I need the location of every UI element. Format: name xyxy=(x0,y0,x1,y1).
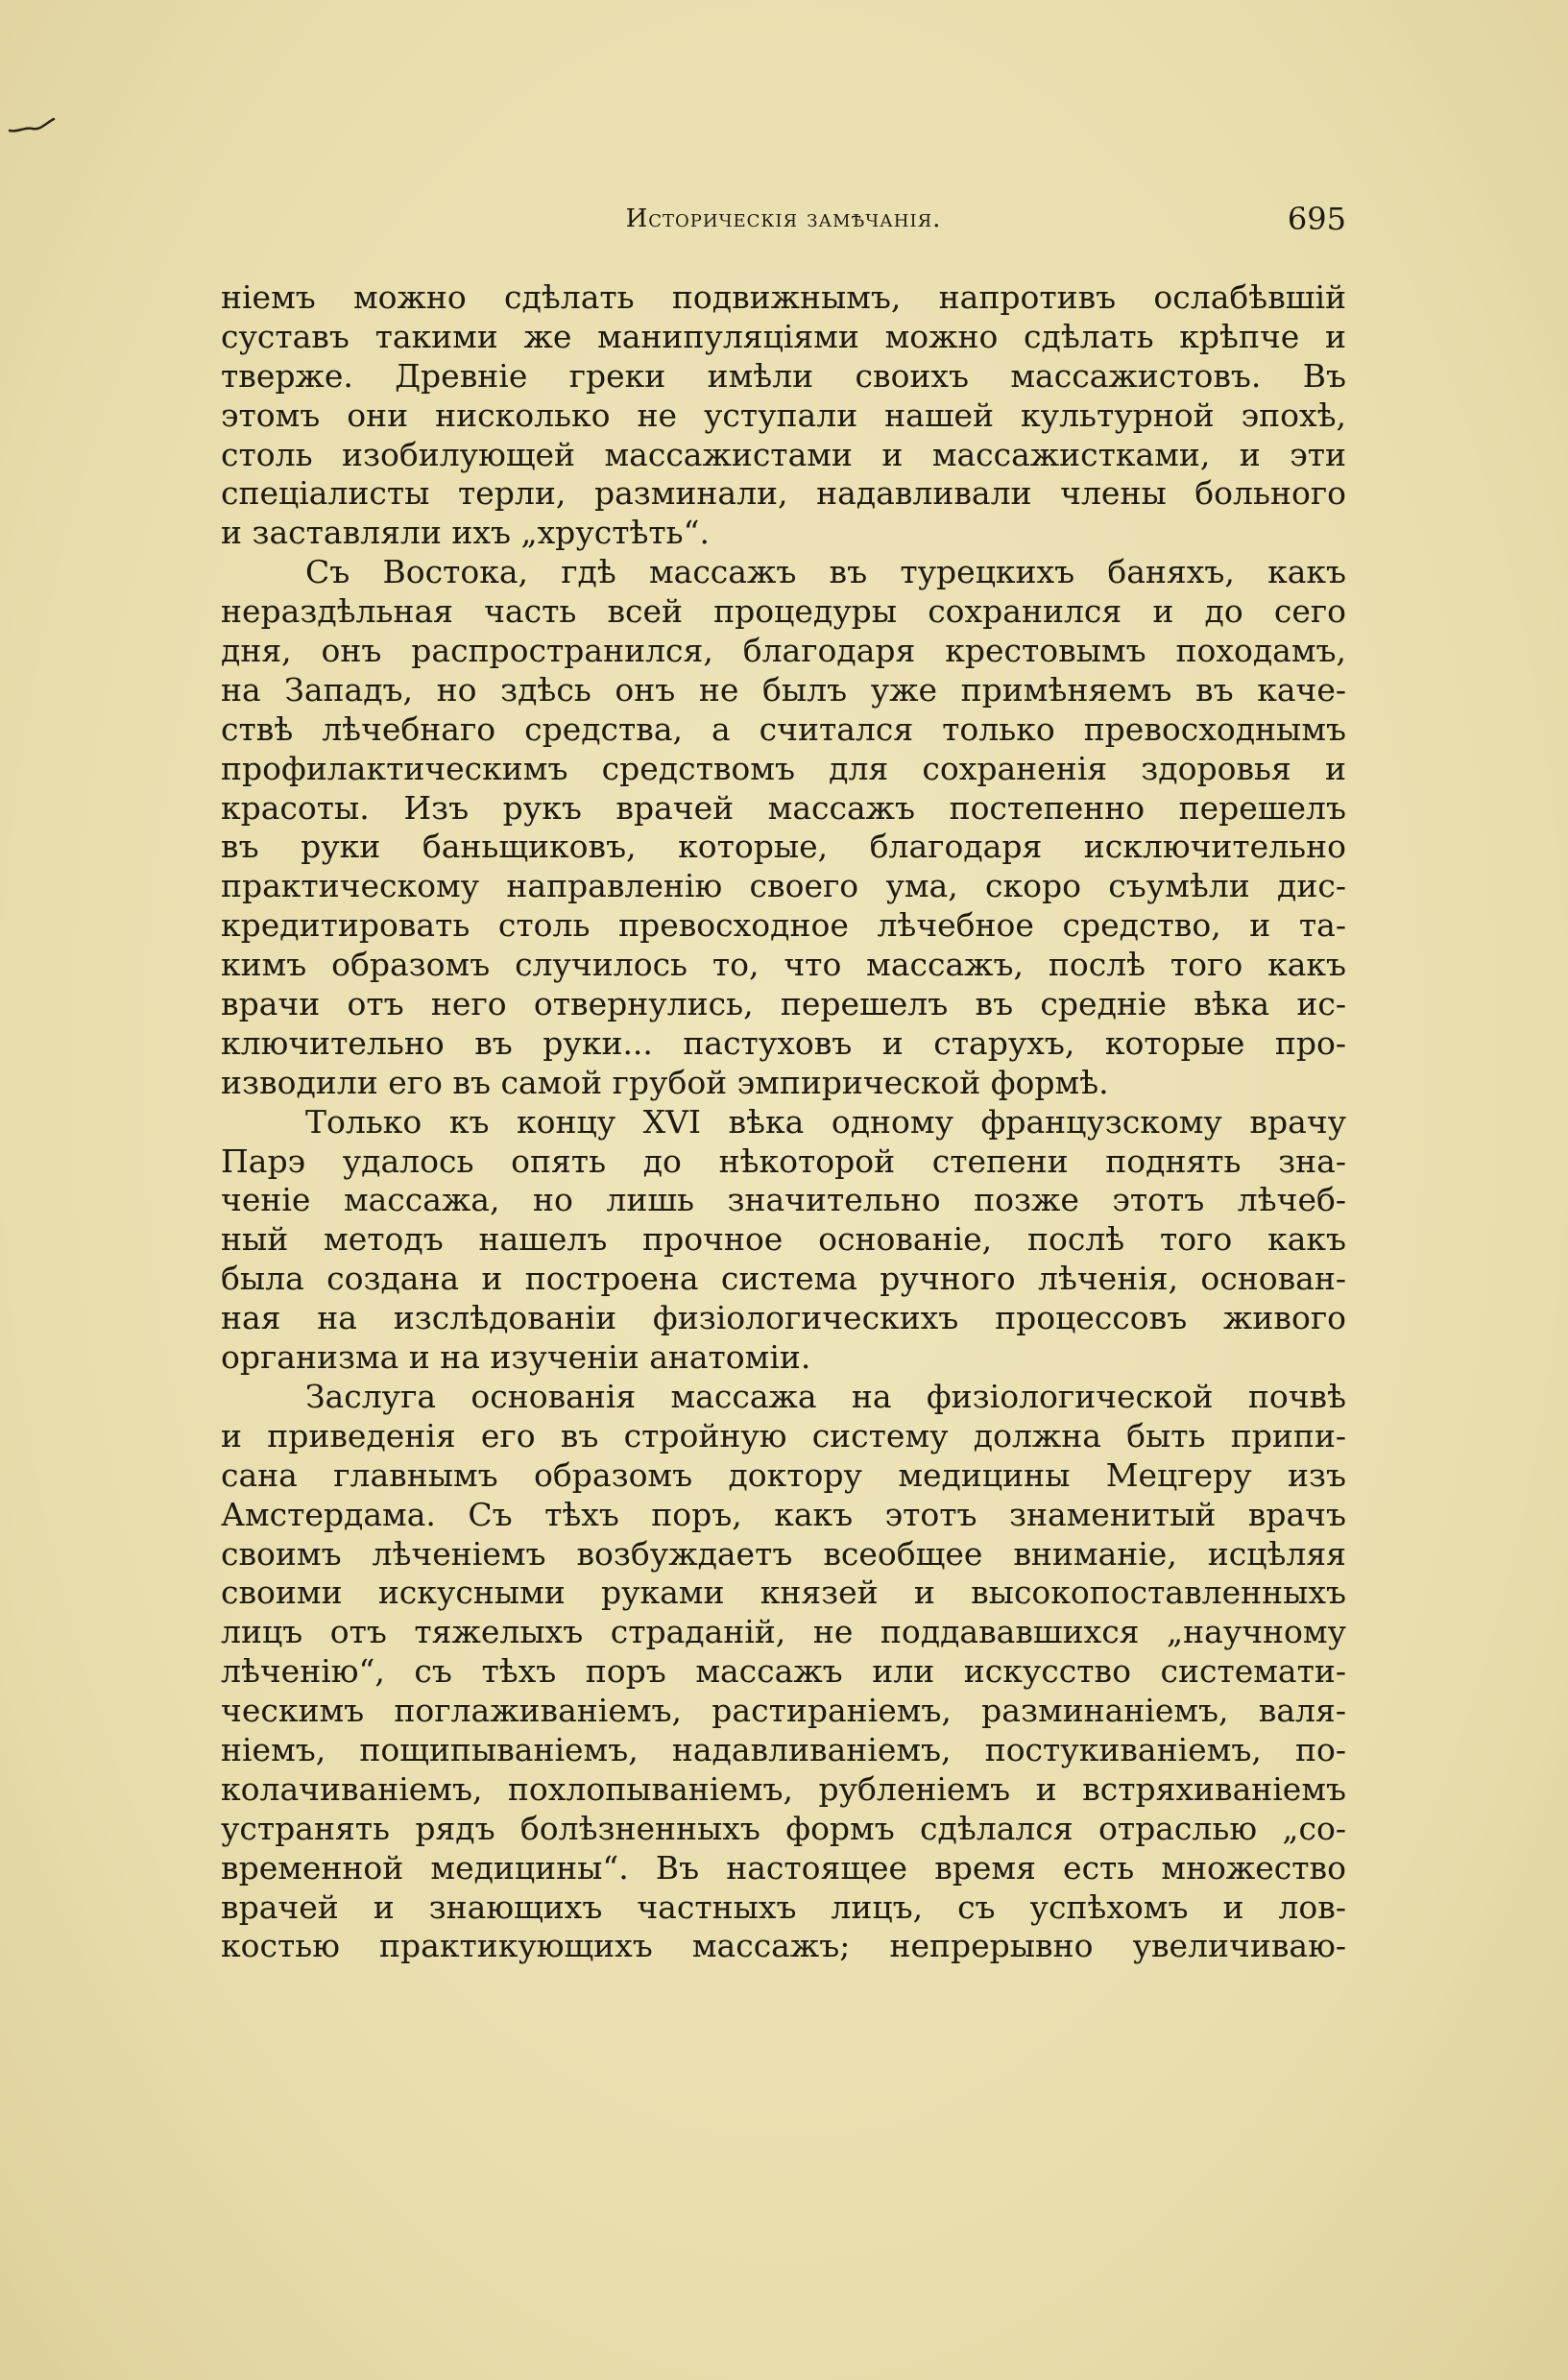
text-line: Парэ удалось опять до нѣкоторой степени поднять зна- xyxy=(221,1142,1346,1180)
text-line: временной медицины“. Въ настоящее время есть множество xyxy=(221,1848,1346,1887)
paragraph xyxy=(221,1103,1346,1378)
text-line: красоты. Изъ рукъ врачей массажъ постепенно перешелъ xyxy=(221,788,1346,827)
text-line: и приведенія его въ стройную систему должна быть припи- xyxy=(221,1416,1346,1454)
text-line: своими искусными руками князей и высокопоставленныхъ xyxy=(221,1574,1346,1612)
text-line: ческимъ поглаживаніемъ, растираніемъ, разминаніемъ, валя- xyxy=(221,1692,1346,1730)
text-line: лѣченію“, съ тѣхъ поръ массажъ или искусство системати- xyxy=(221,1652,1346,1691)
text-line: костью практикующихъ массажъ; непрерывно увеличиваю- xyxy=(221,1927,1346,1965)
text-line: врачей и знающихъ частныхъ лицъ, съ успѣхомъ и лов- xyxy=(221,1887,1346,1926)
text-line: ченіе массажа, но лишь значительно позже этотъ лѣчеб- xyxy=(221,1181,1346,1219)
pencil-mark-icon xyxy=(8,115,56,138)
text-line: врачи отъ него отвернулись, перешелъ въ средніе вѣка ис- xyxy=(221,985,1346,1023)
text-line: практическому направленію своего ума, скоро съумѣли дис- xyxy=(221,867,1346,905)
text-line: Съ Востока, гдѣ массажъ въ турецкихъ баняхъ, какъ xyxy=(305,553,1346,591)
paragraph xyxy=(221,278,1346,553)
text-line: въ руки баньщиковъ, которые, благодаря исключительно xyxy=(221,828,1346,866)
text-line: столь изобилующей массажистами и массажистками, и эти xyxy=(221,435,1346,473)
paragraph xyxy=(221,553,1346,1102)
text-line: сана главнымъ образомъ доктору медицины Мецгеру изъ xyxy=(221,1455,1346,1494)
text-line: ствѣ лѣчебнаго средства, а считался только превосходнымъ xyxy=(221,709,1346,748)
text-line: Только къ концу XVI вѣка одному французскому врачу xyxy=(305,1102,1346,1141)
text-line: Заслуга основанія массажа на физіологической почвѣ xyxy=(305,1377,1346,1415)
text-line: ный методъ нашелъ прочное основаніе, послѣ того какъ xyxy=(221,1220,1346,1259)
text-line: лицъ отъ тяжелыхъ страданій, не поддававшихся „научному xyxy=(221,1613,1346,1651)
text-line: изводили его въ самой грубой эмпирической формѣ. xyxy=(221,1063,1109,1101)
text-line: устранять рядъ болѣзненныхъ формъ сдѣлался отраслью „со- xyxy=(221,1809,1346,1847)
page-header xyxy=(221,200,1346,248)
running-title: Историческія замѣчанія. xyxy=(625,204,942,233)
body-text xyxy=(221,278,1346,1966)
text-line: тверже. Древніе греки имѣли своихъ массажистовъ. Въ xyxy=(221,356,1346,395)
text-line: ніемъ можно сдѣлать подвижнымъ, напротивъ ослабѣвшій xyxy=(221,278,1346,316)
text-line: кимъ образомъ случилось то, что массажъ, послѣ того какъ xyxy=(221,946,1346,984)
paragraph xyxy=(221,1378,1346,1966)
page-number: 695 xyxy=(1287,201,1346,237)
text-line: суставъ такими же манипуляціями можно сдѣлать крѣпче и xyxy=(221,317,1346,355)
text-line: ключительно въ руки... пастуховъ и старухъ, которые про- xyxy=(221,1023,1346,1062)
text-line: нераздѣльная часть всей процедуры сохранился и до сего xyxy=(221,592,1346,631)
text-line: Амстердама. Съ тѣхъ поръ, какъ этотъ знаменитый врачъ xyxy=(221,1495,1346,1533)
text-line: спеціалисты терли, разминали, надавливали члены больного xyxy=(221,474,1346,513)
text-line: дня, онъ распространился, благодаря крестовымъ походамъ, xyxy=(221,632,1346,670)
text-line: колачиваніемъ, похлопываніемъ, рубленіемъ и встряхиваніемъ xyxy=(221,1769,1346,1808)
text-line: была создана и построена система ручного лѣченія, основан- xyxy=(221,1260,1346,1298)
text-line: ная на изслѣдованіи физіологическихъ процессовъ живого xyxy=(221,1299,1346,1337)
text-line: на Западъ, но здѣсь онъ не былъ уже примѣняемъ въ каче- xyxy=(221,670,1346,709)
text-line: кредитировать столь превосходное лѣчебное средство, и та- xyxy=(221,906,1346,945)
text-line: ніемъ, пощипываніемъ, надавливаніемъ, постукиваніемъ, по- xyxy=(221,1730,1346,1768)
text-line: и заставляли ихъ „хрустѣть“. xyxy=(221,514,710,552)
text-line: организма и на изученіи анатоміи. xyxy=(221,1338,811,1377)
text-line: этомъ они нисколько не уступали нашей культурной эпохѣ, xyxy=(221,396,1346,434)
text-line: профилактическимъ средствомъ для сохраненія здоровья и xyxy=(221,749,1346,787)
text-line: своимъ лѣченіемъ возбуждаетъ всеобщее вниманіе, исцѣляя xyxy=(221,1534,1346,1573)
